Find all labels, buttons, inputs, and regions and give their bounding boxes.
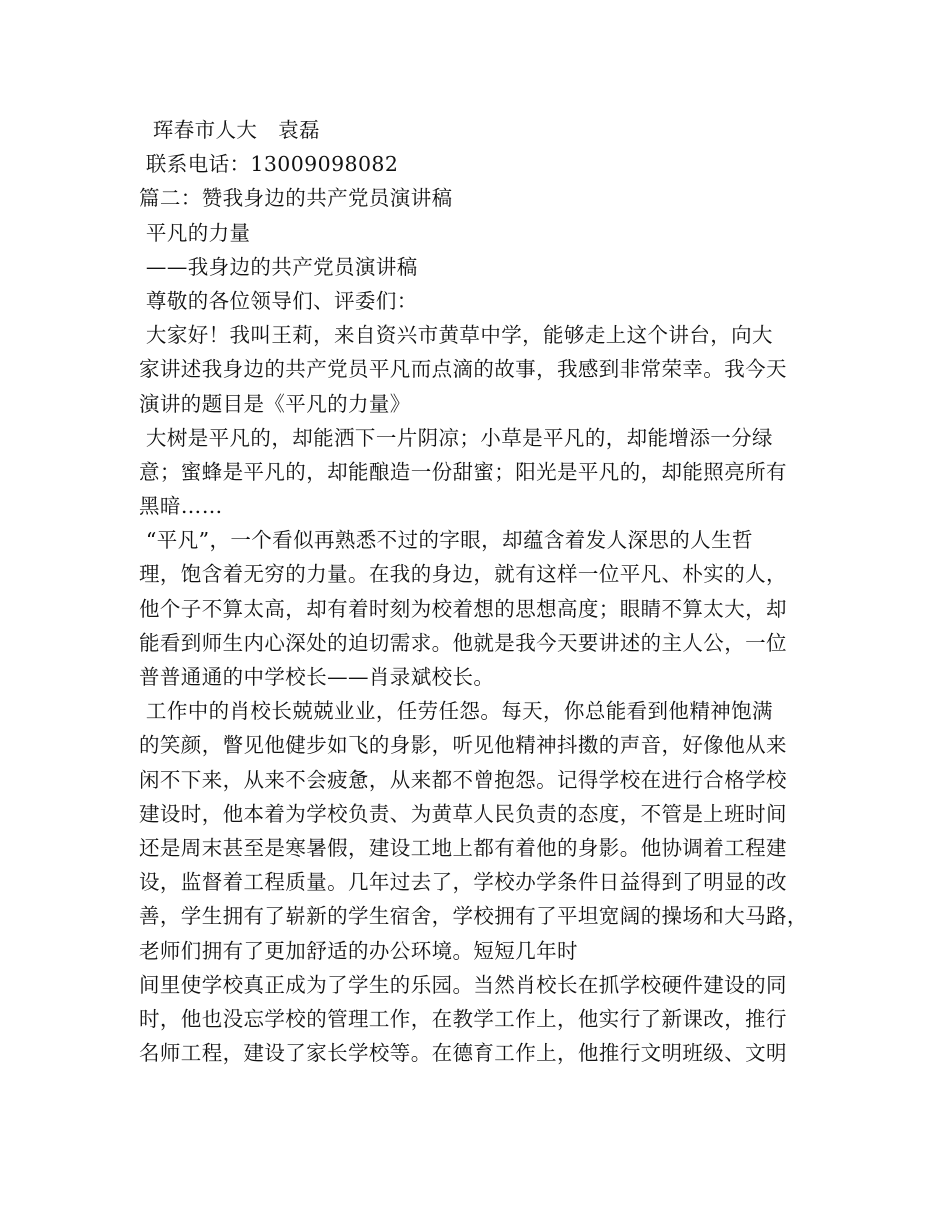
- paragraph-line: 工作中的肖校长兢兢业业，任劳任怨。每天，你总能看到他精神饱满: [139, 699, 773, 724]
- paragraph-line: 建设时，他本着为学校负责、为黄草人民负责的态度，不管是上班时间: [139, 801, 787, 826]
- paragraph-line: 老师们拥有了更加舒适的办公环境。短短几年时: [139, 938, 578, 963]
- document-body: [139, 113, 827, 1070]
- paragraph-line: 他个子不算太高，却有着时刻为校着想的思想高度；眼睛不算太大，却: [139, 596, 787, 621]
- paragraph-line: 闲不下来，从来不会疲惫，从来都不曾抱怨。记得学校在进行合格学校: [139, 767, 787, 792]
- paragraph-line: 演讲的题目是《平凡的力量》: [139, 391, 411, 416]
- paragraph-line: 意；蜜蜂是平凡的，却能酿造一份甜蜜；阳光是平凡的，却能照亮所有: [139, 459, 787, 484]
- author-line: 珲春市人大 袁磊: [139, 118, 320, 142]
- salutation: 尊敬的各位领导们、评委们：: [139, 288, 418, 313]
- paragraph-line: 善，学生拥有了崭新的学生宿舍，学校拥有了平坦宽阔的操场和大马路，: [139, 904, 808, 929]
- speech-subtitle: ——我身边的共产党员演讲稿: [139, 254, 418, 279]
- paragraph-line: 间里使学校真正成为了学生的乐园。当然肖校长在抓学校硬件建设的同: [139, 972, 787, 997]
- paragraph-line: “平凡”，一个看似再熟悉不过的字眼，却蕴含着发人深思的人生哲: [139, 528, 753, 553]
- paragraph-line: 黑暗……: [139, 494, 223, 519]
- paragraph-line: 大树是平凡的，却能洒下一片阴凉；小草是平凡的，却能增添一分绿: [139, 425, 773, 450]
- speech-title: 平凡的力量: [139, 220, 251, 245]
- paragraph-line: 设，监督着工程质量。几年过去了，学校办学条件日益得到了明显的改: [139, 870, 787, 895]
- paragraph-line: 的笑颜，瞥见他健步如飞的身影，听见他精神抖擞的声音，好像他从来: [139, 733, 787, 758]
- paragraph-line: 时，他也没忘学校的管理工作，在教学工作上，他实行了新课改，推行: [139, 1006, 787, 1031]
- contact-phone-line: 联系电话：13009098082: [139, 152, 399, 177]
- section-heading: 篇二：赞我身边的共产党员演讲稿: [139, 186, 453, 211]
- paragraph-line: 还是周末甚至是寒暑假，建设工地上都有着他的身影。他协调着工程建: [139, 835, 787, 860]
- paragraph-line: 名师工程，建设了家长学校等。在德育工作上，他推行文明班级、文明: [139, 1041, 787, 1066]
- paragraph-line: 大家好！我叫王莉，来自资兴市黄草中学，能够走上这个讲台，向大: [139, 323, 773, 348]
- paragraph-line: 能看到师生内心深处的迫切需求。他就是我今天要讲述的主人公，一位: [139, 630, 787, 655]
- paragraph-line: 理，饱含着无穷的力量。在我的身边，就有这样一位平凡、朴实的人，: [139, 562, 787, 587]
- paragraph-line: 普普通通的中学校长——肖录斌校长。: [139, 665, 495, 689]
- paragraph-line: 家讲述我身边的共产党员平凡而点滴的故事，我感到非常荣幸。我今天: [139, 357, 787, 382]
